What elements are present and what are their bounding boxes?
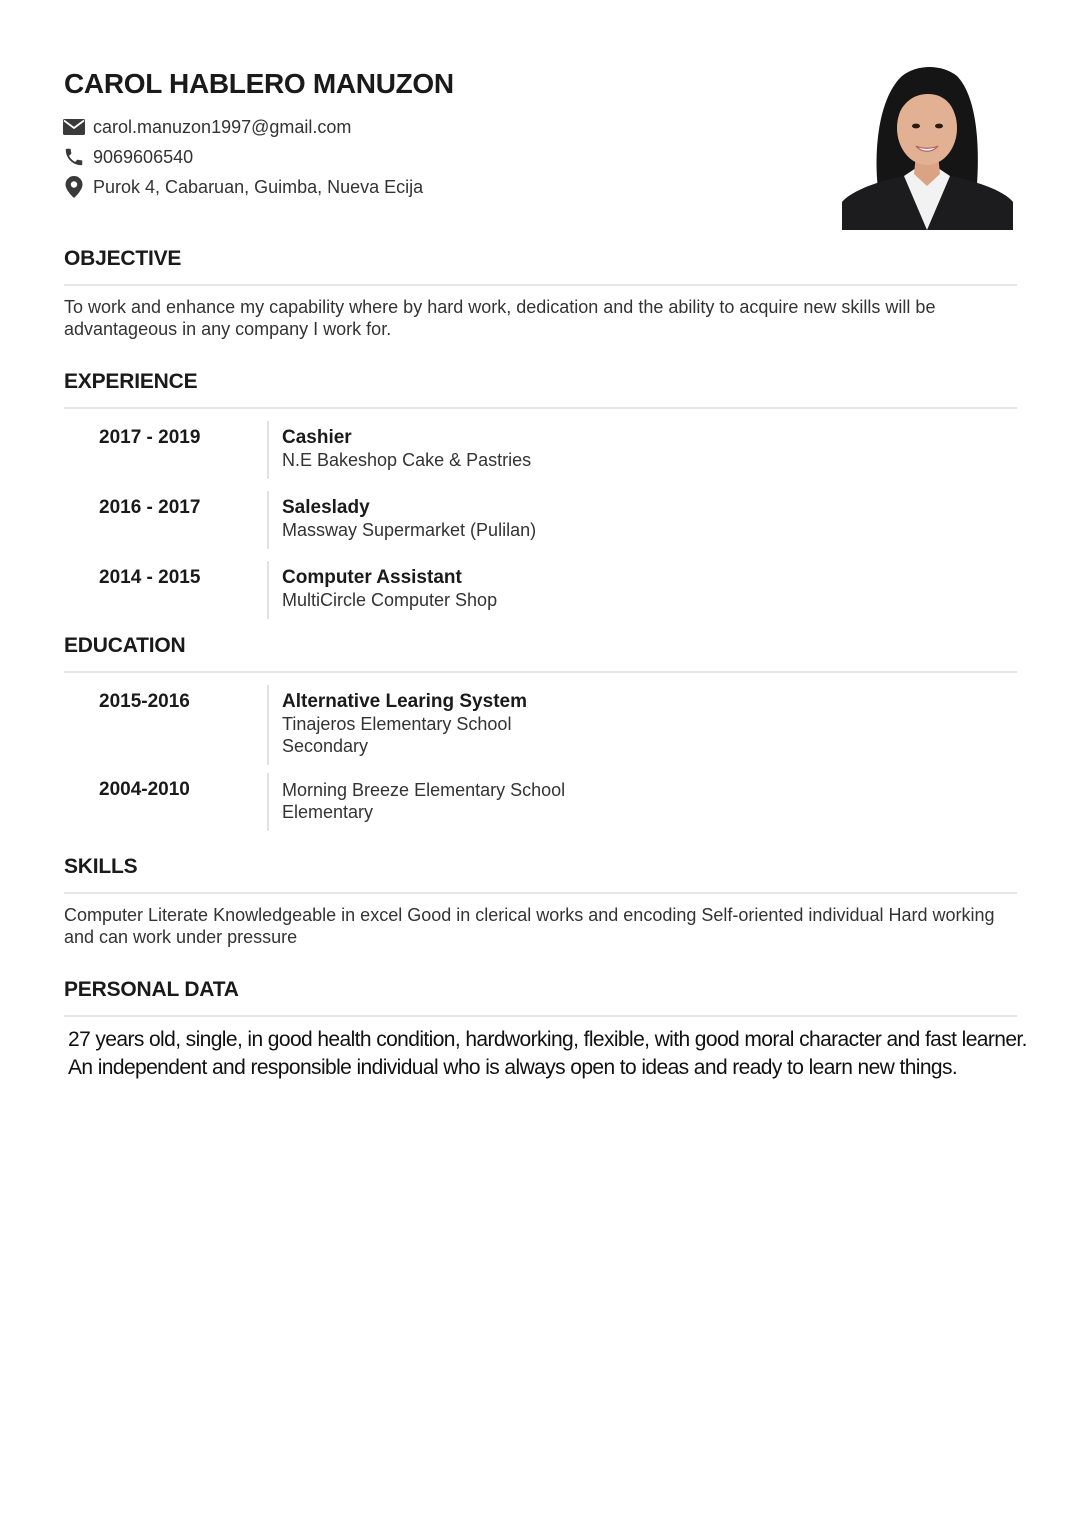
address-row (62, 172, 423, 202)
experience-date: 2014 - 2015 (99, 567, 201, 588)
location-pin-icon (62, 176, 86, 198)
applicant-name: CAROL HABLERO MANUZON (64, 68, 454, 99)
section-divider (64, 284, 1017, 286)
job-title: Saleslady (282, 497, 370, 518)
envelope-icon (62, 116, 86, 138)
experience-timeline (64, 421, 1017, 619)
email-row (62, 112, 423, 142)
education-section (64, 631, 1017, 831)
profile-photo (842, 62, 1013, 230)
phone-row (62, 142, 423, 172)
education-level: Elementary (282, 802, 374, 822)
education-details (269, 685, 527, 765)
objective-text: To work and enhance my capability where by hard work, dedication and the ability to acquire new skills will be advantageous in any company I work for. (64, 297, 936, 339)
job-title: Computer Assistant (282, 567, 462, 588)
experience-heading: EXPERIENCE (64, 370, 198, 393)
education-heading: EDUCATION (64, 634, 186, 657)
personal-data-line: An independent and responsible individual who is always open to ideas and ready to learn new things. (68, 1056, 958, 1079)
job-title: Cashier (282, 427, 352, 448)
experience-details (269, 491, 536, 549)
education-details (269, 773, 565, 831)
objective-section (64, 244, 1017, 340)
skills-text: Computer Literate Knowledgeable in excel Good in clerical works and encoding Self-oriented individual Hard working and can work under pressure (64, 905, 995, 947)
school-name: Tinajeros Elementary School (282, 714, 512, 734)
program-title: Alternative Learing System (282, 691, 527, 712)
email-text: carol.manuzon1997@gmail.com (93, 116, 352, 137)
contact-info (62, 112, 423, 202)
education-date: 2004-2010 (99, 779, 190, 800)
skills-heading: SKILLS (64, 855, 138, 878)
education-date: 2015-2016 (99, 691, 190, 712)
section-divider (64, 671, 1017, 673)
school-name: Morning Breeze Elementary School (282, 780, 566, 800)
experience-section (64, 367, 1017, 619)
experience-date: 2017 - 2019 (99, 427, 201, 448)
section-divider (64, 892, 1017, 894)
experience-details (269, 561, 497, 619)
education-item (64, 685, 1017, 765)
address-text: Purok 4, Cabaruan, Guimba, Nueva Ecija (93, 176, 424, 197)
experience-details (269, 421, 531, 479)
experience-item (64, 491, 1017, 549)
employer: Massway Supermarket (Pulilan) (282, 520, 537, 540)
objective-heading: OBJECTIVE (64, 247, 182, 270)
experience-item (64, 421, 1017, 479)
personal-data-line: 27 years old, single, in good health condition, hardworking, flexible, with good moral character and fast learner. (68, 1028, 1027, 1051)
experience-item (64, 561, 1017, 619)
phone-icon (62, 146, 86, 168)
education-timeline (64, 685, 1017, 831)
personal-data-text (68, 1026, 1058, 1082)
employer: N.E Bakeshop Cake & Pastries (282, 450, 532, 470)
employer: MultiCircle Computer Shop (282, 590, 498, 610)
section-divider (64, 407, 1017, 409)
experience-date: 2016 - 2017 (99, 497, 201, 518)
education-level: Secondary (282, 736, 369, 756)
education-item (64, 773, 1017, 831)
skills-section (64, 852, 1017, 948)
section-divider (64, 1015, 1017, 1017)
personal-data-section (64, 975, 1017, 1017)
phone-text: 9069606540 (93, 146, 194, 167)
personal-data-heading: PERSONAL DATA (64, 978, 239, 1001)
